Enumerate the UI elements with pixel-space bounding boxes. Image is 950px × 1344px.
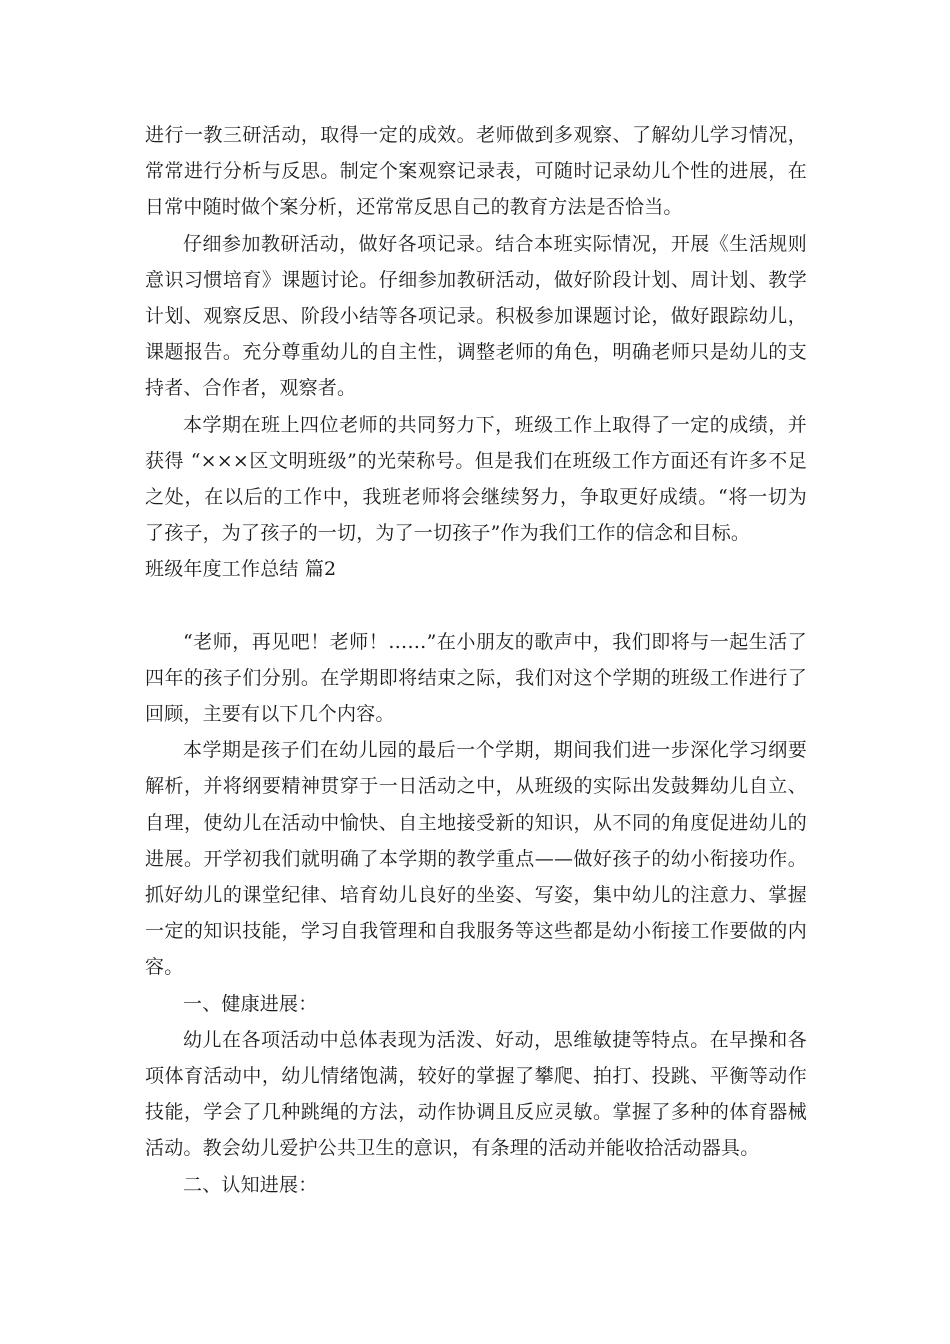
blank-line xyxy=(145,588,807,624)
paragraph-teaching-research: 仔细参加教研活动，做好各项记录。结合本班实际情况，开展《生活规则意识习惯培育》课题讨论。仔细参加教研活动，做好阶段计划、周计划、教学计划、观察反思、阶段小结等各项记录。积极参加课题讨论，做好跟踪幼儿，课题报告。充分尊重幼儿的自主性，调整老师的角色，明确老师只是幼儿的支持者、合作者，观察者。 xyxy=(145,232,807,400)
paragraph-continuation: 进行一教三研活动，取得一定的成效。老师做到多观察、了解幼儿学习情况，常常进行分析与反思。制定个案观察记录表，可随时记录幼儿个性的进展，在日常中随时做个案分析，还常常反思自己的教育方法是否恰当。 xyxy=(145,124,807,219)
section-title: 班级年度工作总结 篇2 xyxy=(145,558,337,581)
document-body xyxy=(145,117,807,1203)
subheading-health: 一、健康进展： xyxy=(183,992,318,1015)
paragraph-health: 幼儿在各项活动中总体表现为活泼、好动，思维敏捷等特点。在早操和各项体育活动中，幼儿情绪饱满，较好的掌握了攀爬、拍打、投跳、平衡等动作技能，学会了几种跳绳的方法，动作协调且反应灵敏。掌握了多种的体育器械活动。教会幼儿爱护公共卫生的意识，有条理的活动并能收拾活动器具。 xyxy=(145,1028,807,1160)
paragraph-farewell: “老师，再见吧！老师！……”在小朋友的歌声中，我们即将与一起生活了四年的孩子们分别。在学期即将结束之际，我们对这个学期的班级工作进行了回顾，主要有以下几个内容。 xyxy=(145,630,807,726)
subheading-cognition: 二、认知进展： xyxy=(183,1173,318,1196)
paragraph-semester-focus: 本学期是孩子们在幼儿园的最后一个学期，期间我们进一步深化学习纲要解析，并将纲要精神贯穿于一日活动之中，从班级的实际出发鼓舞幼儿自立、自理，使幼儿在活动中愉快、自主地接受新的知识，从不同的角度促进幼儿的进展。开学初我们就明确了本学期的教学重点——做好孩子的幼小衔接功作。抓好幼儿的课堂纪律、培育幼儿良好的坐姿、写姿，集中幼儿的注意力、掌握一定的知识技能，学习自我管理和自我服务等这些都是幼小衔接工作要做的内容。 xyxy=(145,739,807,979)
paragraph-achievements: 本学期在班上四位老师的共同努力下，班级工作上取得了一定的成绩，并获得 “×××区文明班级”的光荣称号。但是我们在班级工作方面还有许多不足之处，在以后的工作中，我班老师将会继续努力，争取更好成绩。“将一切为了孩子，为了孩子的一切，为了一切孩子”作为我们工作的信念和目标。 xyxy=(145,413,807,545)
